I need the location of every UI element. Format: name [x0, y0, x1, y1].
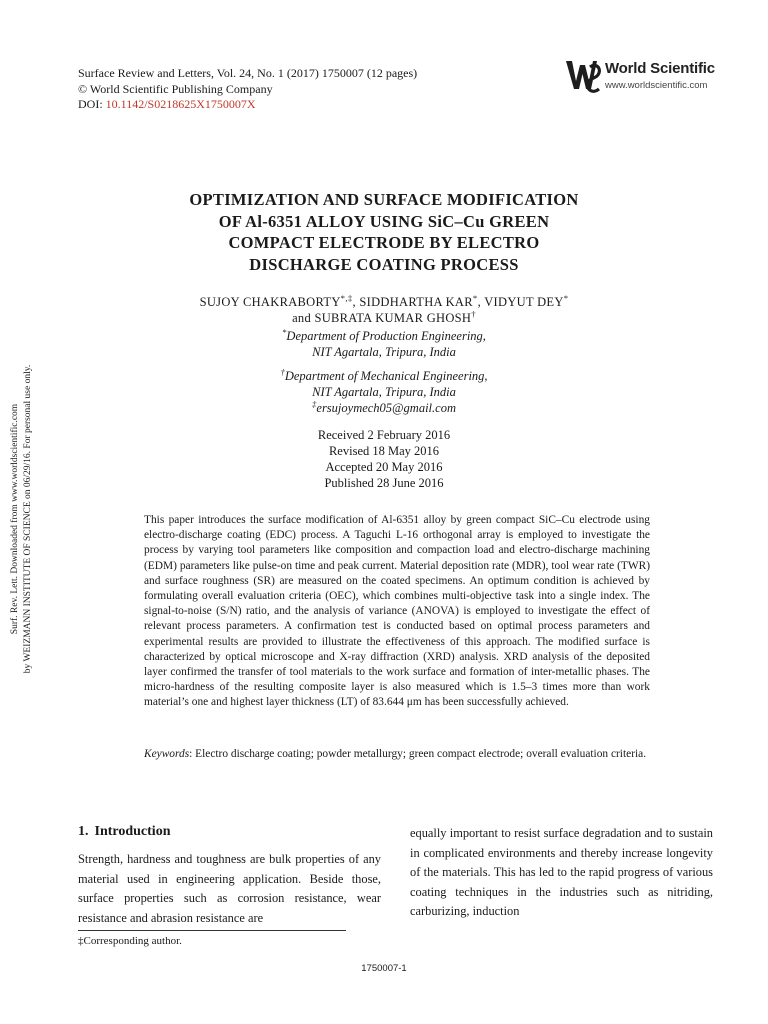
affiliation-2-line-2: NIT Agartala, Tripura, India: [312, 385, 456, 399]
logo-name: World Scientific: [605, 60, 715, 77]
email-address[interactable]: ersujoymech05@gmail.com: [316, 401, 456, 415]
footnote-corresponding-author: ‡Corresponding author.: [78, 935, 182, 947]
section-number: 1.: [78, 824, 89, 839]
authors-line-2: [120, 310, 648, 326]
journal-citation: Surface Review and Letters, Vol. 24, No. 1 (2017) 1750007 (12 pages): [78, 66, 418, 80]
footnote-divider: [78, 930, 346, 931]
page-number: 1750007-1: [361, 963, 407, 974]
date-published: Published 28 June 2016: [324, 476, 444, 490]
body-column-right: [410, 824, 713, 922]
title-line-4: DISCHARGE COATING PROCESS: [249, 254, 519, 274]
download-side-note: [9, 209, 35, 829]
date-revised: Revised 18 May 2016: [328, 444, 440, 458]
affiliation-1-line-1: [120, 328, 648, 344]
introduction-paragraph-left: Strength, hardness and toughness are bulk properties of any material used in engineering application. Beside those, surface properties such as corrosion resistance, wear resistance and abrasion resistance are: [78, 852, 381, 925]
title-line-3: COMPACT ELECTRODE BY ELECTRO: [228, 233, 540, 252]
author-1: SUJOY CHAKRABORTY: [199, 295, 341, 309]
doi-link[interactable]: 10.1142/S0218625X1750007X: [105, 97, 256, 111]
author-2-mark: *: [472, 292, 478, 303]
doi-label: DOI:: [78, 97, 106, 111]
authors-line-1: SUJOY CHAKRABORTY*,‡, SIDDHARTHA KAR*, VIDYUT DEY*: [199, 292, 569, 309]
affiliation-2-department: Department of Mechanical Engineering,: [284, 369, 488, 383]
author-1-mark: *,‡: [340, 292, 353, 303]
keywords-text: : Electro discharge coating; powder metallurgy; green compact electrode; overall evaluation criteria.: [189, 748, 647, 760]
affiliation-1-mark: *: [282, 326, 287, 337]
author-3-mark: *: [563, 292, 569, 303]
keywords: [144, 747, 650, 762]
title-line-1: OPTIMIZATION AND SURFACE MODIFICATION: [189, 190, 579, 209]
journal-info: [78, 66, 417, 113]
section-heading-introduction: [78, 824, 381, 840]
author-conjunction: and: [292, 311, 315, 325]
email-mark: ‡: [312, 398, 317, 409]
body-column-left: [78, 824, 381, 928]
affiliation-2-line-1: [120, 368, 648, 384]
doi-line: [78, 97, 417, 113]
copyright-line: © World Scientific Publishing Company: [78, 81, 273, 96]
section-title: Introduction: [94, 824, 171, 839]
affiliation-1-department: Department of Production Engineering,: [286, 329, 486, 343]
introduction-paragraph-right: equally important to resist surface degradation and to sustain in complicated environments and thereby increase longevity of the materials. This has led to the rapid progress of various coating techniques in the industries such as nitriding, carburizing, induction: [410, 826, 713, 919]
paper-title: [120, 189, 648, 275]
affiliation-1-line-2: NIT Agartala, Tripura, India: [312, 345, 456, 359]
abstract: This paper introduces the surface modification of Al-6351 alloy by green compact SiC–Cu electrode using electro-discharge coating (EDC) process. A Taguchi L-16 orthogonal array is employed to investigate the process by varying tool parameters like composition and compaction load and electro-discharge machining (EDM) parameters like pulse-on time and peak current. Material deposition rate (MDR), tool wear rate (TWR) and surface roughness (SR) are measured on the coated specimens. An optimum condition is achieved by formulating overall evaluation criteria (OEC), which combines multi-objective task into a single index. The signal-to-noise (S/N) ratio, and the analysis of variance (ANOVA) is employed to investigate the effect of relevant process parameters. A confirmation test is conducted based on optimal process parameters and experimental results are provided to illustrate the effectiveness of this approach. The modified surface is characterized by optical microscope and X-ray diffraction (XRD) analysis. XRD analysis of the deposited layer confirmed the transfer of tool materials to the work surface and formation of inter-metallic phases. The micro-hardness of the resulting composite layer is also measured which is 1.5–3 times more than work material’s one and highest layer thickness (LT) of 83.644 μm has been successfully achieved.: [144, 514, 650, 709]
side-note-line-1: Surf. Rev. Lett. Downloaded from www.worldscientific.com: [10, 403, 20, 635]
affiliation-2: [120, 368, 648, 416]
corresponding-email[interactable]: [120, 400, 648, 416]
author-3: VIDYUT DEY: [484, 295, 564, 309]
author-4-mark: †: [471, 308, 476, 319]
affiliation-1: [120, 328, 648, 360]
publication-dates: [120, 427, 648, 491]
author-4: SUBRATA KUMAR GHOSH: [314, 311, 472, 325]
date-accepted: Accepted 20 May 2016: [325, 460, 443, 474]
logo-url: www.worldscientific.com: [605, 80, 708, 91]
author-2: SIDDHARTHA KAR: [359, 295, 473, 309]
world-scientific-logo-icon: [564, 57, 602, 95]
publisher-logo[interactable]: [564, 57, 724, 97]
title-line-2: OF Al-6351 ALLOY USING SiC–Cu GREEN: [218, 211, 550, 231]
date-received: Received 2 February 2016: [317, 428, 451, 442]
side-note-line-2: by WEIZMANN INSTITUTE OF SCIENCE on 06/29/16. For personal use only.: [22, 364, 33, 674]
affiliation-2-mark: †: [280, 366, 285, 377]
keywords-label: Keywords: [144, 748, 190, 760]
author-list: [120, 294, 648, 326]
